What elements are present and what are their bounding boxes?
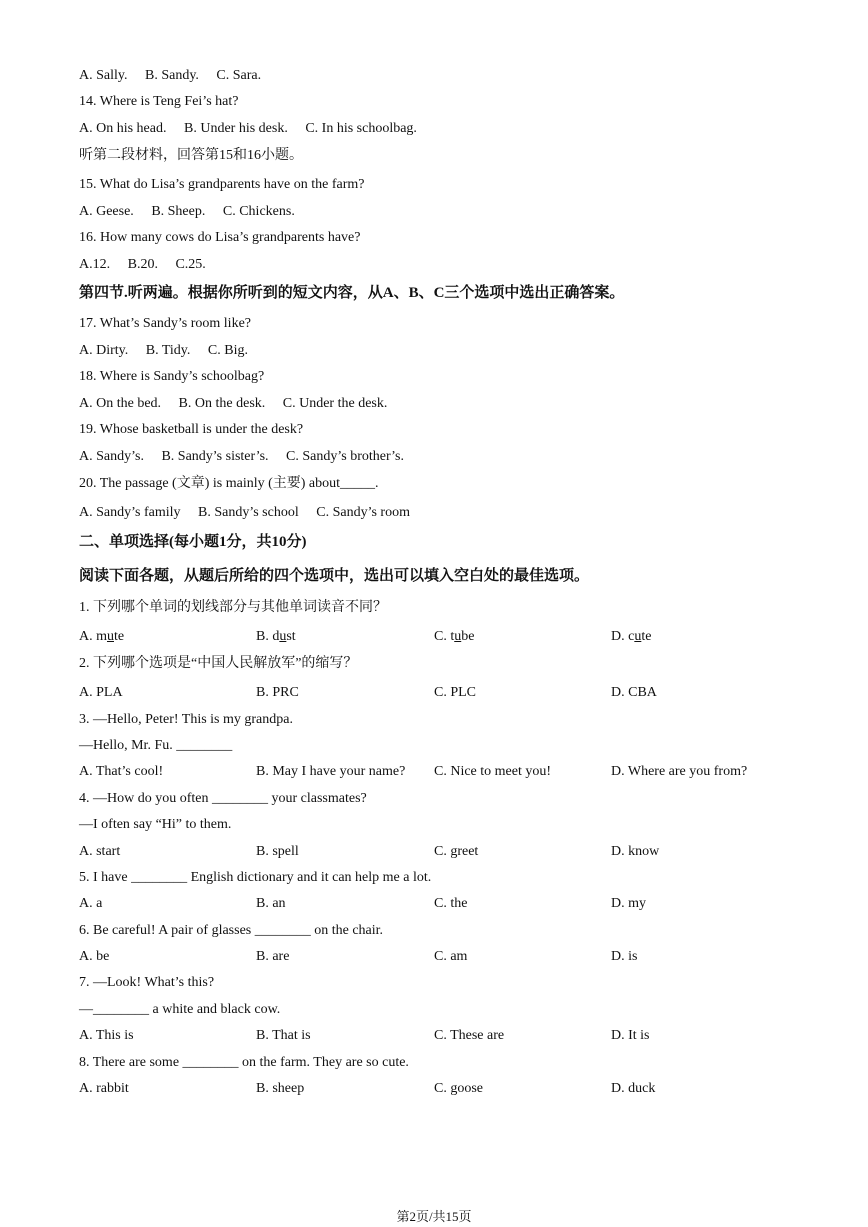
option: A. On his head. [79,121,167,136]
option: A. Geese. [79,204,134,219]
option: B. Sandy’s sister’s. [161,449,269,464]
option-c: C. Nice to meet you! [434,764,552,779]
question-18: 18. Where is Sandy’s schoolbag? [79,369,265,384]
option-d: D. Where are you from? [611,764,748,779]
q19-options [79,447,418,467]
option-a: A. That’s cool! [79,764,164,779]
option: B.20. [127,257,158,272]
question-14: 14. Where is Teng Fei’s hat? [79,94,239,109]
option-c: C. goose [434,1081,483,1096]
option-b: B. That is [256,1028,311,1043]
option-b: B. an [256,896,286,911]
q13-options [79,66,275,86]
option-d: D. It is [611,1028,650,1043]
q15-options [79,202,309,222]
option: C. Sandy’s room [316,505,410,520]
page-number: 第2页/共15页 [396,1209,472,1224]
question-8: 8. There are some ________ on the farm. They are so cute. [79,1055,409,1070]
option: C. Under the desk. [282,396,388,411]
q20-options [79,503,424,523]
option-a: A. start [79,844,121,859]
question-4-reply: —I often say “Hi” to them. [79,817,232,832]
question-19: 19. Whose basketball is under the desk? [79,422,304,437]
option-b: B. PRC [256,685,299,700]
option: C.25. [175,257,206,272]
question-7: 7. —Look! What’s this? [79,975,215,990]
question-16: 16. How many cows do Lisa’s grandparents have? [79,230,361,245]
option-c: C. PLC [434,685,477,700]
option: C. Sandy’s brother’s. [286,449,405,464]
option-b: B. dust [256,629,296,644]
option-a: A. be [79,949,110,964]
option: B. Under his desk. [184,121,288,136]
option-c: C. These are [434,1028,505,1043]
option-d: D. duck [611,1081,656,1096]
option-c: C. greet [434,844,479,859]
option-b: B. are [256,949,290,964]
option-c: C. the [434,896,468,911]
question-7-reply: —________ a white and black cow. [79,1002,281,1017]
material-2-note: 听第二段材料，回答第15和16小题。 [79,148,303,163]
option-a: A. PLA [79,685,123,700]
option: B. Tidy. [145,343,191,358]
option: B. Sheep. [151,204,206,219]
question-2: 2. 下列哪个选项是“中国人民解放军”的缩写？ [79,656,358,671]
question-20: 20. The passage (文章) is mainly (主要) about_____. [79,476,379,491]
option-a: A. This is [79,1028,134,1043]
question-5: 5. I have ________ English dictionary and it can help me a lot. [79,870,432,885]
option: A. Sally. [79,68,128,83]
question-6: 6. Be careful! A pair of glasses ________ on the chair. [79,923,384,938]
q14-options [79,119,431,139]
option: C. Chickens. [222,204,295,219]
question-4: 4. —How do you often ________ your classmates? [79,791,367,806]
question-15: 15. What do Lisa’s grandparents have on the farm? [79,177,365,192]
option-b: B. May I have your name? [256,764,406,779]
option: B. On the desk. [178,396,266,411]
option-b: B. spell [256,844,299,859]
option: A. Dirty. [79,343,129,358]
option-d: D. cute [611,629,652,644]
option: A. On the bed. [79,396,162,411]
option: A. Sandy’s. [79,449,144,464]
q18-options [79,394,401,414]
option: B. Sandy’s school [198,505,299,520]
section-2-instruction: 阅读下面各题，从题后所给的四个选项中，选出可以填入空白处的最佳选项。 [79,568,590,584]
option-d: D. is [611,949,638,964]
option-b: B. sheep [256,1081,305,1096]
section-2-heading: 二、单项选择(每小题1分，共10分) [79,534,307,550]
option-a: A. rabbit [79,1081,129,1096]
option-c: C. tube [434,629,475,644]
question-3-reply: —Hello, Mr. Fu. ________ [79,738,233,753]
question-3: 3. —Hello, Peter! This is my grandpa. [79,712,293,727]
option-a: A. a [79,896,103,911]
option: A.12. [79,257,111,272]
option-a: A. mute [79,629,125,644]
option: C. In his schoolbag. [305,121,417,136]
question-1: 1. 下列哪个单词的划线部分与其他单词读音不同？ [79,600,387,615]
option-d: D. CBA [611,685,657,700]
q16-options [79,255,220,275]
option: C. Big. [207,343,248,358]
option: A. Sandy’s family [79,505,181,520]
section-4-heading: 第四节.听两遍。根据你所听到的短文内容，从A、B、C三个选项中选出正确答案。 [79,285,625,301]
option-c: C. am [434,949,468,964]
question-17: 17. What’s Sandy’s room like? [79,316,251,331]
q17-options [79,341,262,361]
option: C. Sara. [216,68,262,83]
option-d: D. know [611,844,660,859]
option: B. Sandy. [144,68,199,83]
option-d: D. my [611,896,646,911]
